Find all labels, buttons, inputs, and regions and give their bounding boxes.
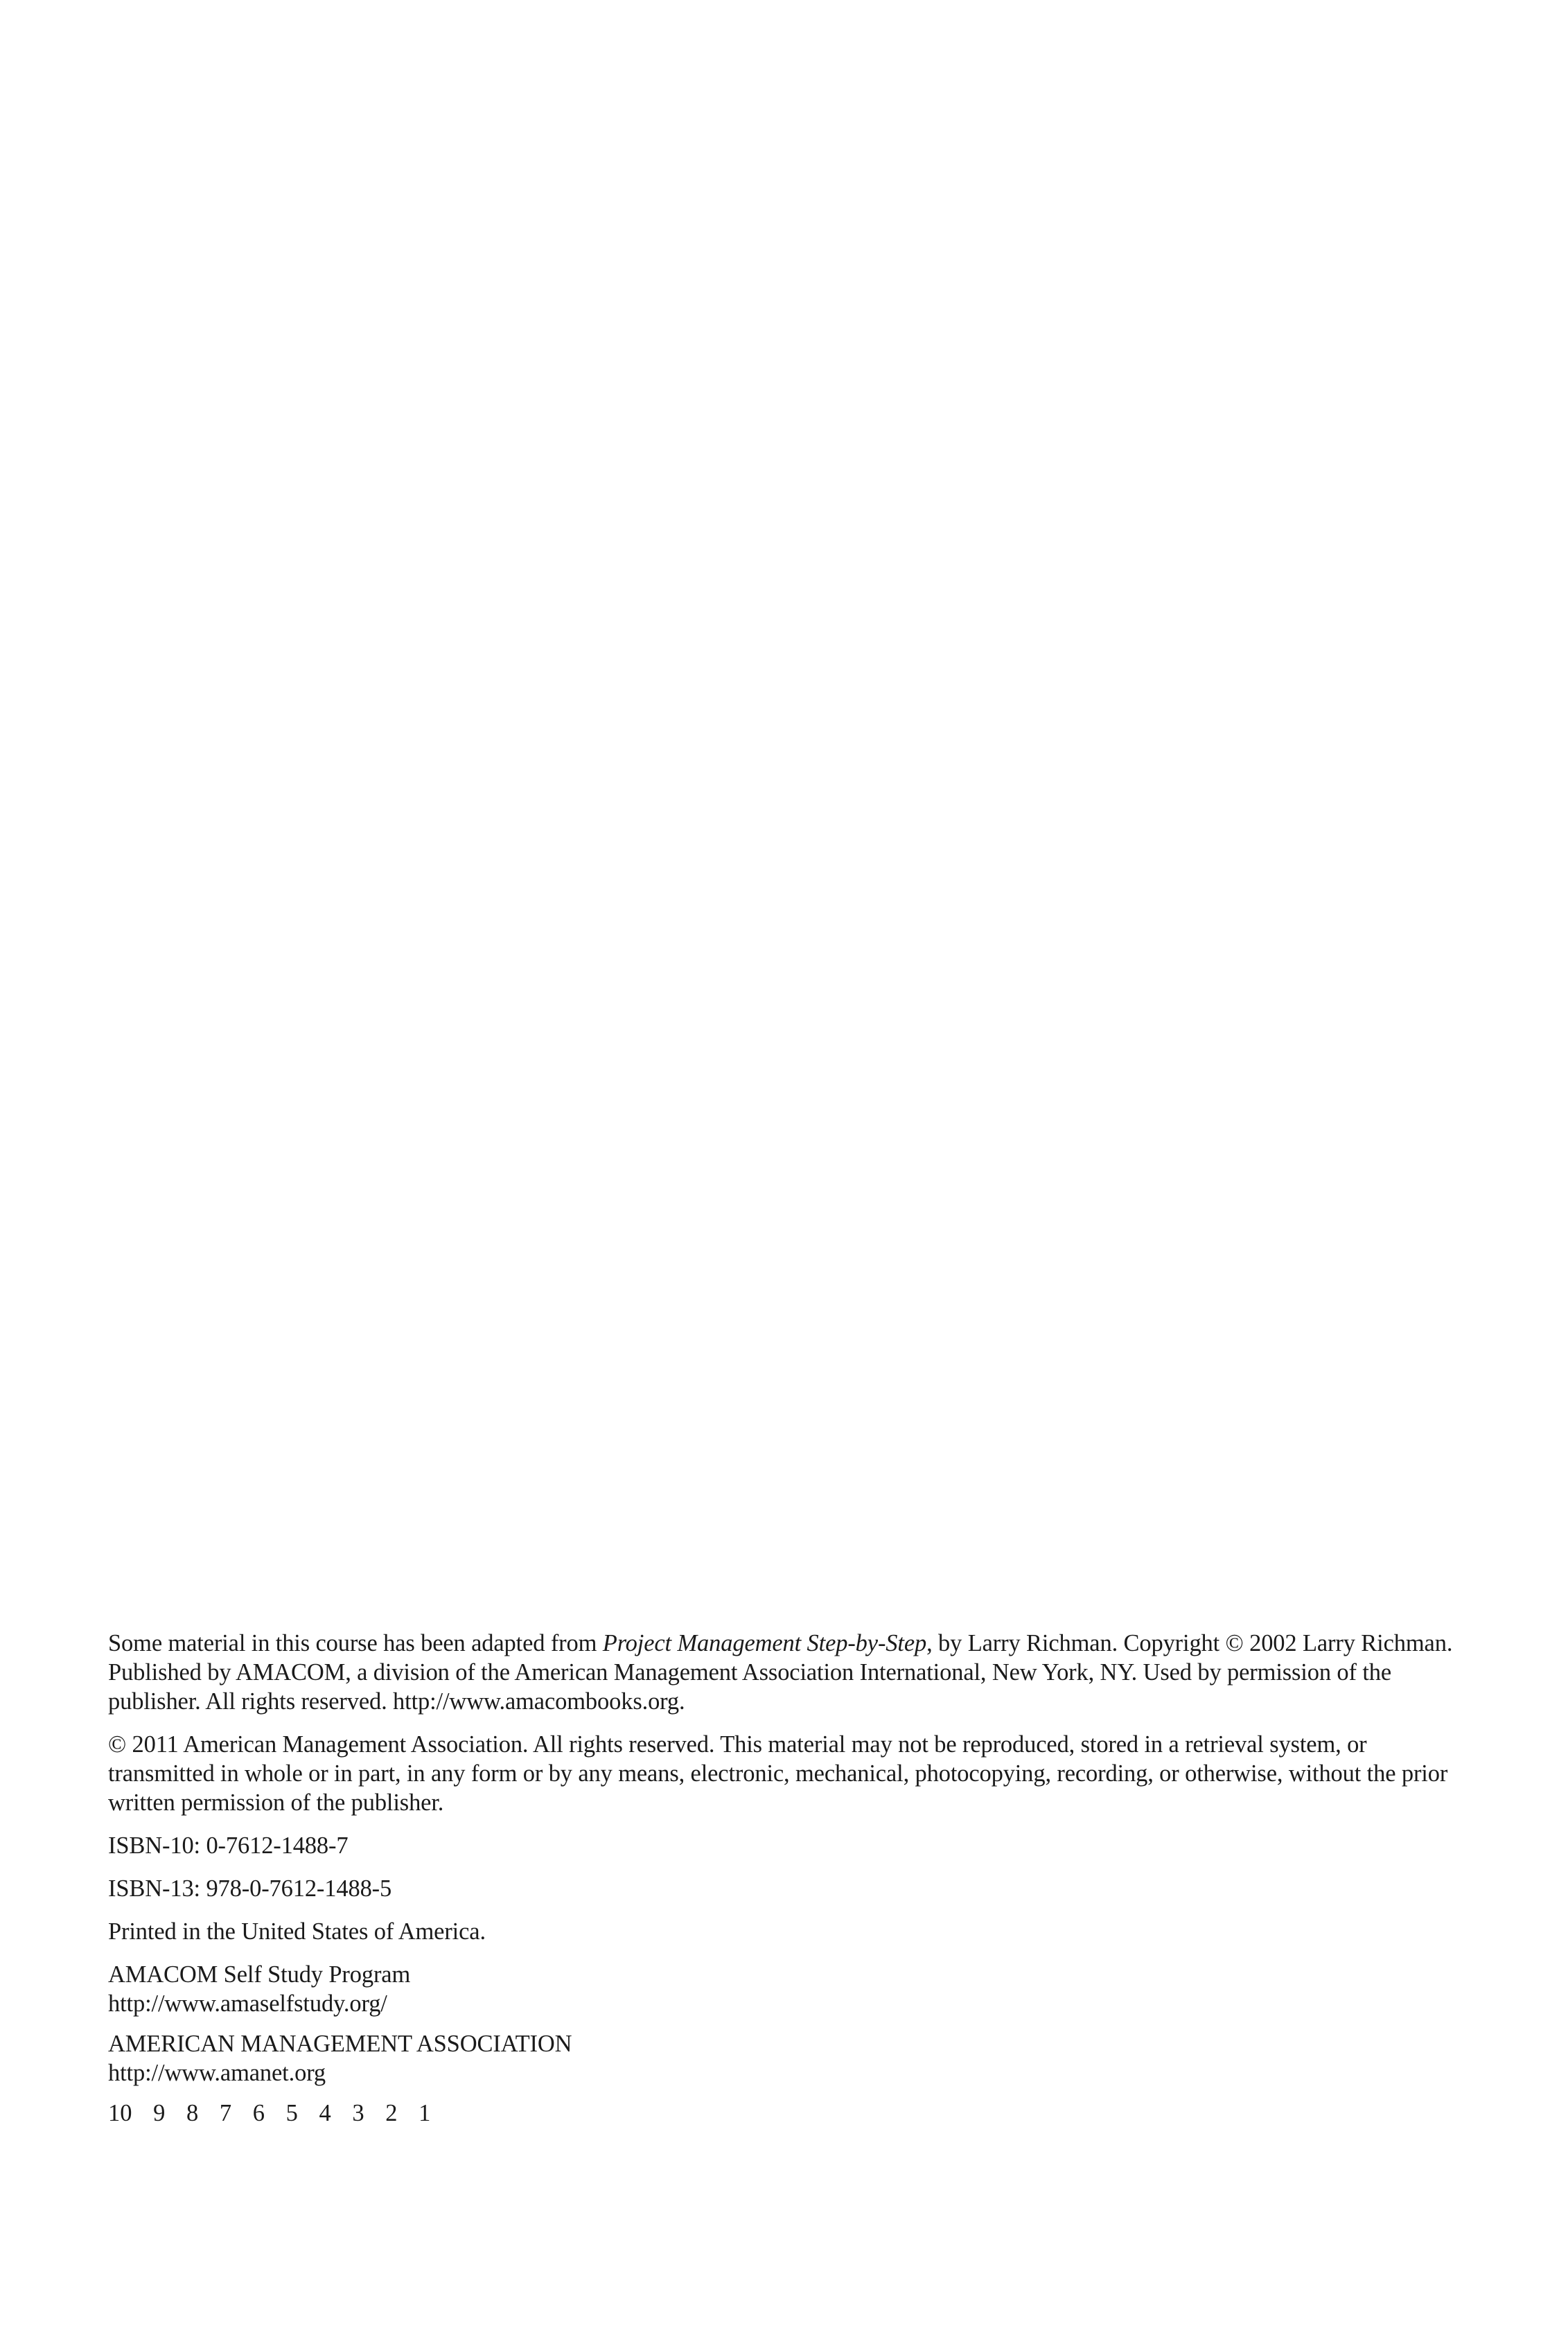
association-info [108, 2029, 1466, 2087]
copyright-notice: © 2011 American Management Association. All rights reserved. This material may not be reproduced, stored in a retrieval system, or transmitted in whole or in part, in any form or by any means, electronic, mechanical, photocopying, recording, or otherwise, without the prior written permission of the publisher. [108, 1731, 1448, 1816]
adaptation-text-before: Some material in this course has been adapted from [108, 1630, 603, 1656]
printed-in: Printed in the United States of America. [108, 1918, 486, 1945]
program-url: http://www.amaselfstudy.org/ [108, 1990, 387, 2017]
isbn-10: ISBN-10: 0-7612-1488-7 [108, 1832, 349, 1859]
association-name: AMERICAN MANAGEMENT ASSOCIATION [108, 2031, 572, 2057]
adaptation-credit [108, 1629, 1466, 1716]
copyright-page-text [108, 1629, 1466, 2142]
book-title: Project Management Step-by-Step [602, 1630, 927, 1656]
program-info [108, 1960, 1466, 2018]
adaptation-text-after: , by Larry Richman. Copyright © 2002 Larry Richman. Published by AMACOM, a division of the American Management Association International, New York, NY. Used by permission of the publisher. All rights reserved. http://www.amacombooks.org. [108, 1630, 1453, 1715]
printing-line: 10 9 8 7 6 5 4 3 2 1 [108, 2100, 431, 2126]
program-name: AMACOM Self Study Program [108, 1961, 411, 1988]
association-url: http://www.amanet.org [108, 2060, 326, 2086]
isbn-13: ISBN-13: 978-0-7612-1488-5 [108, 1875, 392, 1902]
